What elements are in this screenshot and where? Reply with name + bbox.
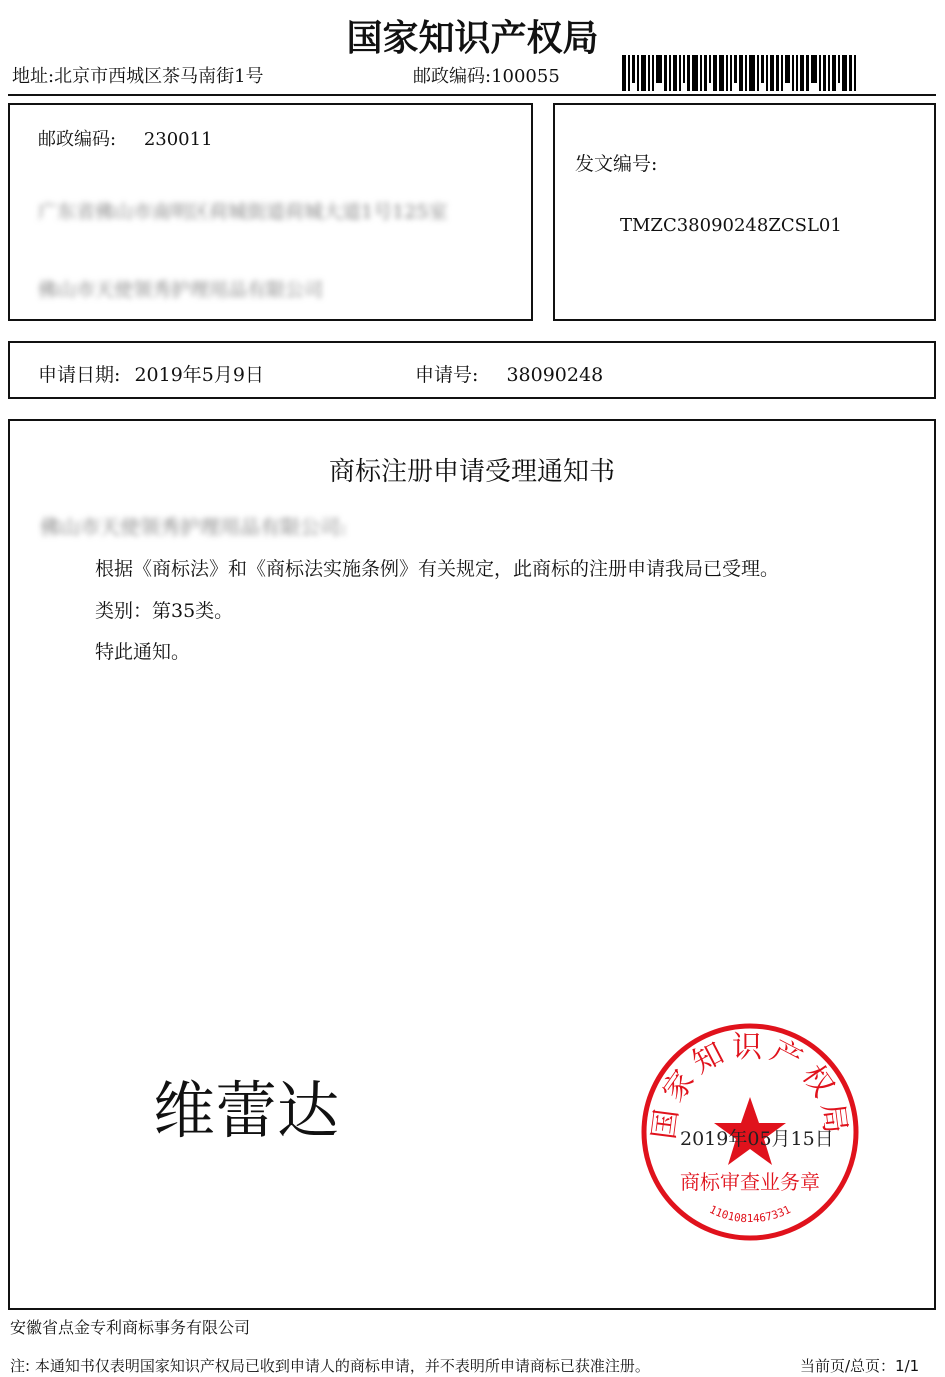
application-date: 2019年5月9日: [134, 364, 264, 386]
seal-top-text: 国家知识产权局: [646, 1030, 854, 1142]
application-number: 38090248: [506, 364, 604, 386]
barcode: [622, 55, 934, 91]
notice-paragraph: 根据《商标法》和《商标法实施条例》有关规定，此商标的注册申请我局已受理。: [95, 558, 780, 580]
doc-number-value: TMZC38090248ZCSL01: [620, 215, 842, 236]
seal-serial: 1101081467331: [707, 1202, 793, 1226]
application-info-box: [8, 341, 936, 399]
notice-box: [8, 419, 936, 1310]
seal-bottom-text: 商标审查业务章: [680, 1170, 820, 1194]
notice-category: 类别：第35类。: [95, 600, 234, 622]
office-address: 地址:北京市西城区茶马南街1号: [12, 66, 264, 87]
page-indicator: 当前页/总页：1/1: [800, 1357, 920, 1375]
recipient-box: [8, 103, 533, 321]
notice-closing: 特此通知。: [95, 641, 191, 663]
notice-addressee: 佛山市天使领秀护理用品有限公司:: [40, 515, 347, 539]
doc-number-label: 发文编号:: [575, 153, 658, 175]
notice-title: 商标注册申请受理通知书: [328, 457, 615, 487]
recipient-company: 佛山市天使领秀护理用品有限公司: [38, 279, 324, 301]
issue-date: 2019年05月15日: [680, 1128, 834, 1150]
svg-text:1101081467331: [707, 1203, 792, 1225]
agency-name: 安徽省点金专利商标事务有限公司: [10, 1318, 251, 1337]
application-date-label: 申请日期:: [38, 364, 121, 386]
recipient-postcode-label: 邮政编码:: [38, 129, 117, 150]
recipient-postcode: 230011: [143, 129, 213, 150]
recipient-address: 广东省佛山市南明区荷城街道荷城大道1号125室: [38, 201, 448, 223]
trademark-name: 维蕾达: [153, 1074, 340, 1147]
page-title: 国家知识产权局: [346, 17, 599, 59]
header-divider: [8, 94, 936, 96]
doc-number-box: [553, 103, 936, 321]
office-postcode: 邮政编码:100055: [413, 66, 560, 87]
footer-note: 注: 本通知书仅表明国家知识产权局已收到申请人的商标申请，并不表明所申请商标已获准注册。: [10, 1357, 650, 1375]
application-number-label: 申请号:: [415, 364, 479, 386]
